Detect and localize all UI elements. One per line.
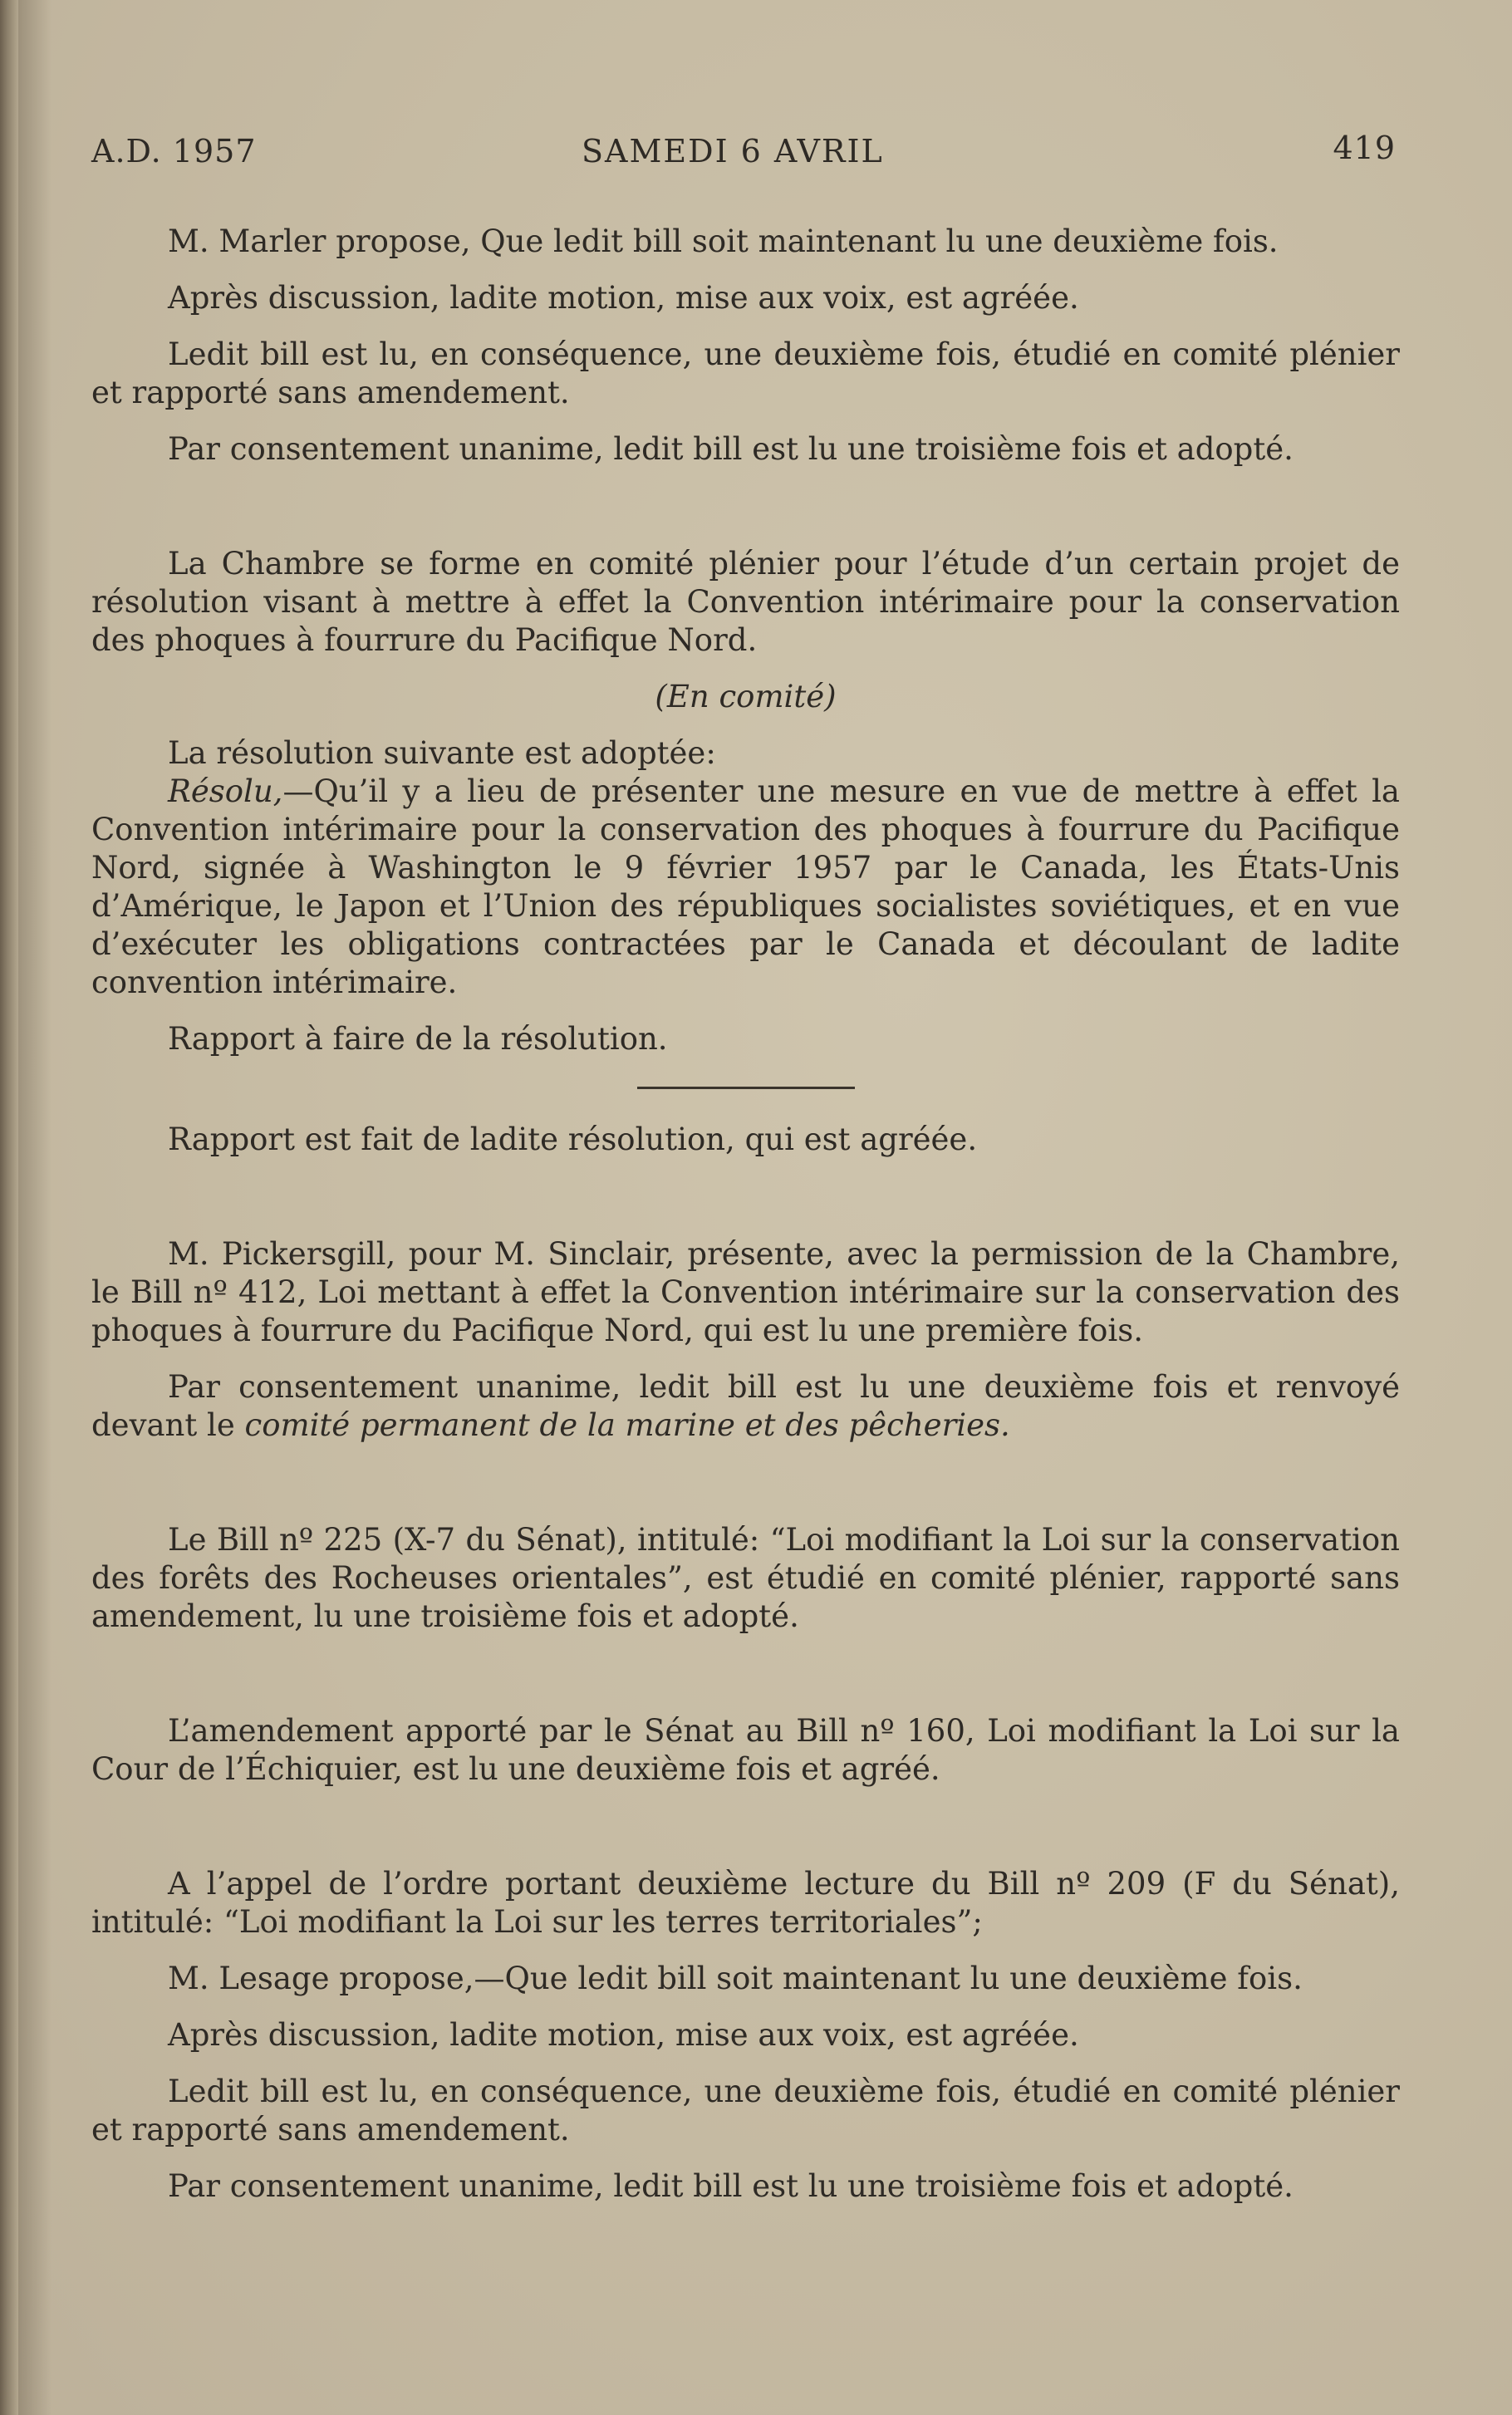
section-divider [637,1087,855,1089]
header-year: A.D. 1957 [91,133,257,169]
resolu-lead: Résolu, [168,773,283,809]
paragraph-resolution-text [91,773,1400,1002]
paragraph-report-to-make: Rapport à faire de la résolution. [168,1021,668,1057]
paragraph-bill-412: M. Pickersgill, pour M. Sinclair, présente, avec la permission de la Chambre, le Bill nº 412, Loi mettant à effet la Convention intérimaire sur la conservation des phoques à fourrure du Pacifique Nord, qui est lu une première fois. [91,1236,1400,1348]
binding-shadow [18,0,52,2415]
paragraph-third-reading: Par consentement unanime, ledit bill est lu une troisième fois et adopté. [168,431,1294,467]
resolution-body: —Qu’il y a lieu de présenter une mesure en vue de mettre à effet la Convention intérimaire pour la conservation des phoques à fourrure du Pacifique Nord, signée à Washington le 9 février 1957 par le Canada, les États-Unis d’Amérique, le Japon et l’Union des républiques socialistes soviétiques, et en vue d’exécuter les obligations contractées par le Canada et découlant de ladite convention intérimaire. [91,773,1400,1000]
page-number: 419 [1333,130,1396,166]
paragraph-report-made: Rapport est fait de ladite résolution, qui est agréée. [168,1122,978,1157]
paragraph-motion-second-reading: M. Marler propose, Que ledit bill soit maintenant lu une deuxième fois. [168,223,1279,259]
header-date: SAMEDI 6 AVRIL [582,133,884,169]
paragraph-motion-agreed-2: Après discussion, ladite motion, mise aux voix, est agréée. [168,2017,1079,2053]
paragraph-resolution-adopted: La résolution suivante est adoptée: [168,735,716,771]
paragraph-bill-209-call: A l’appel de l’ordre portant deuxième lecture du Bill nº 209 (F du Sénat), intitulé: “Loi modifiant la Loi sur les terres territoriales”; [91,1866,1400,1940]
paragraph-bill-412-referral [91,1368,1400,1445]
paragraph-third-reading-2: Par consentement unanime, ledit bill est lu une troisième fois et adopté. [168,2168,1294,2204]
committee-name: comité permanent de la marine et des pêcheries. [244,1407,1010,1443]
paragraph-bill-225: Le Bill nº 225 (X-7 du Sénat), intitulé: “Loi modifiant la Loi sur la conservation des forêts des Rocheuses orientales”, est étudié en comité plénier, rapporté sans amendement, lu une troisième fois et adopté. [91,1522,1400,1634]
paragraph-bill-160-amendment: L’amendement apporté par le Sénat au Bill nº 160, Loi modifiant la Loi sur la Cour de l’Échiquier, est lu une deuxième fois et agréé. [91,1713,1400,1787]
running-header [91,130,1396,183]
book-binding-edge [0,0,18,2415]
paragraph-house-committee: La Chambre se forme en comité plénier pour l’étude d’un certain projet de résolution visant à mettre à effet la Convention intérimaire pour la conservation des phoques à fourrure du Pacifique Nord. [91,546,1400,658]
paragraph-motion-agreed: Après discussion, ladite motion, mise aux voix, est agréée. [168,280,1079,316]
paragraph-committee-report: Ledit bill est lu, en conséquence, une deuxième fois, étudié en comité plénier et rapporté sans amendement. [91,336,1400,410]
section-heading-en-comite: (En comité) [655,679,837,714]
referral-lead: Par consentement unanime, ledit bill est lu une deuxième fois et renvoyé devant le [91,1369,1400,1443]
paragraph-committee-report-2: Ledit bill est lu, en conséquence, une deuxième fois, étudié en comité plénier et rapporté sans amendement. [91,2074,1400,2147]
paragraph-lesage-motion: M. Lesage propose,—Que ledit bill soit maintenant lu une deuxième fois. [168,1961,1303,1996]
journal-body [91,223,1400,2206]
